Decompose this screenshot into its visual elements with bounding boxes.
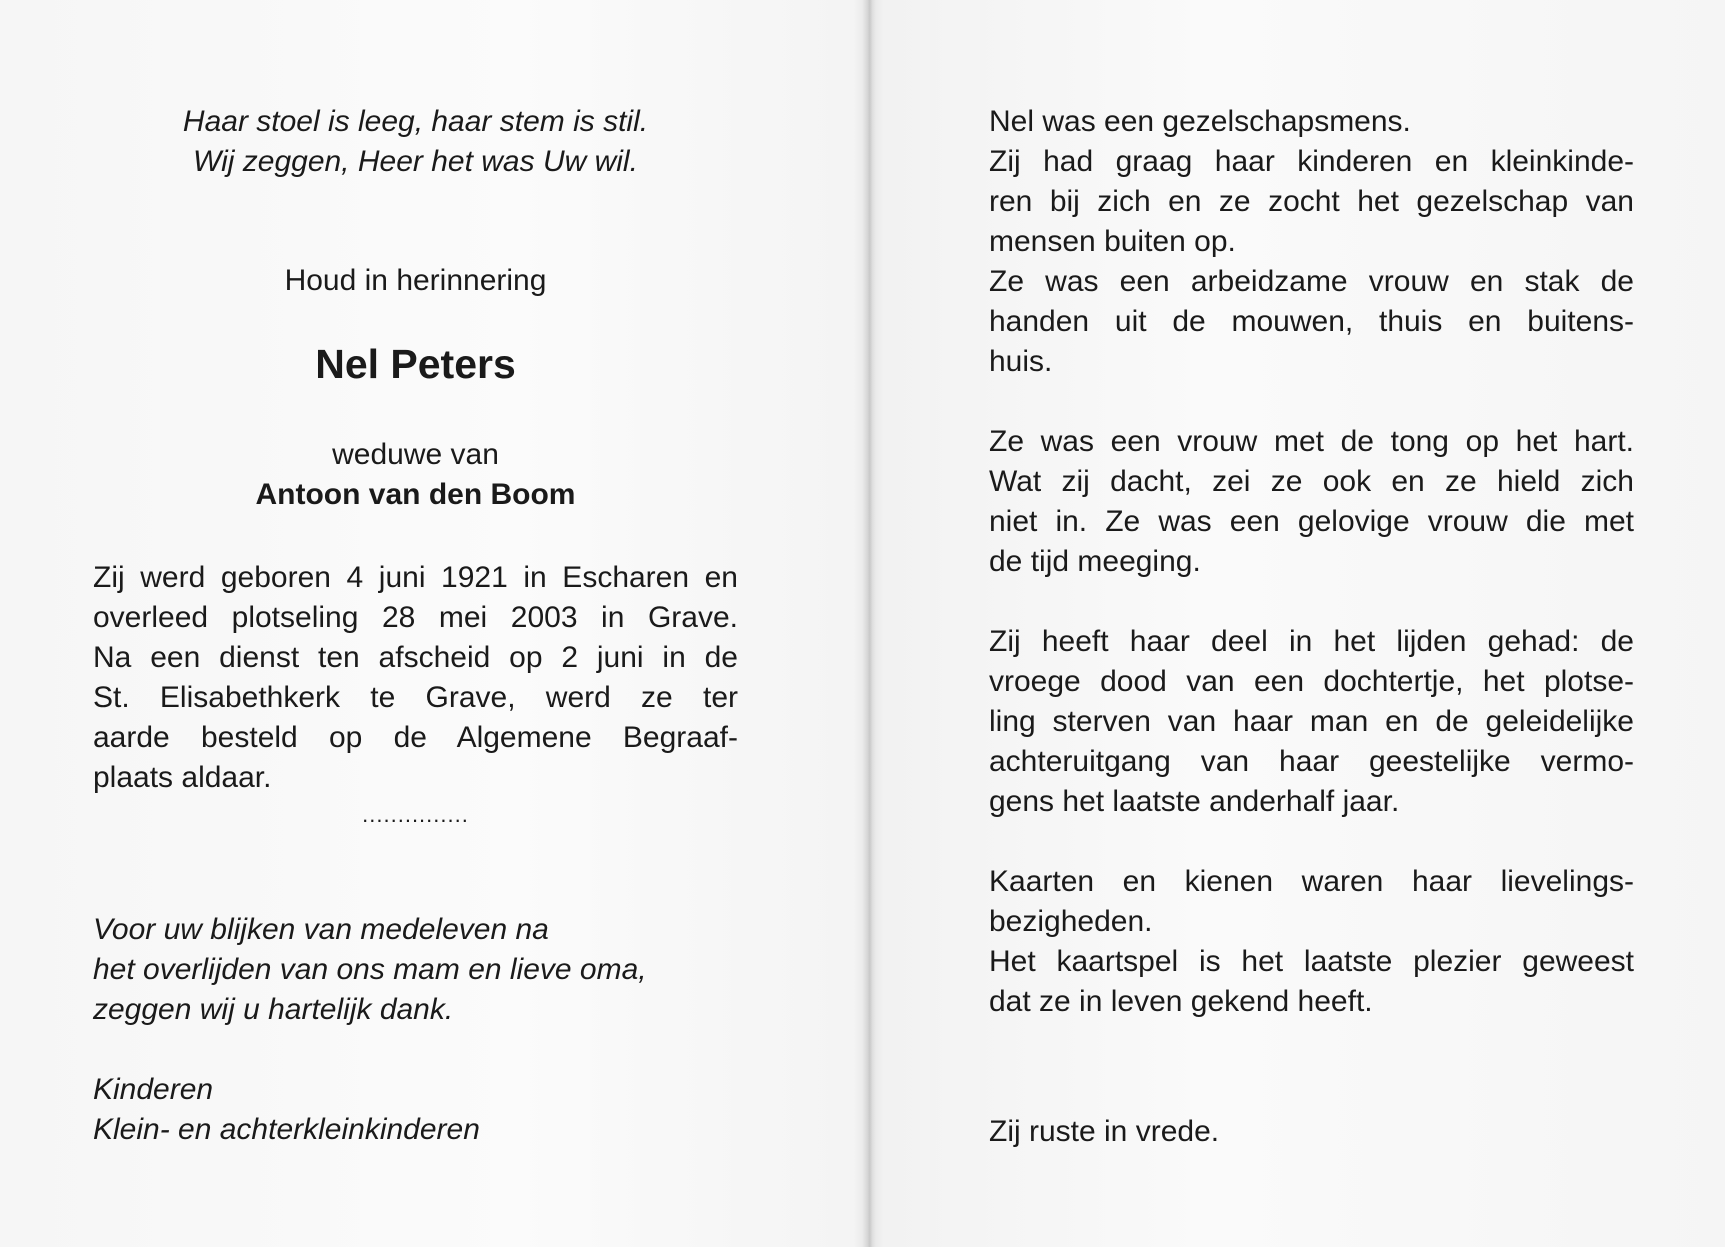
verse-line-2: Wij zeggen, Heer het was Uw wil. — [193, 145, 638, 178]
text-line: vroege dood van een dochtertje, het plotse- — [989, 665, 1634, 698]
spouse-name: Antoon van den Boom — [255, 478, 576, 511]
text-line: Ze was een arbeidzame vrouw en stak de — [989, 265, 1634, 298]
text-line: Ze was een vrouw met de tong op het hart. — [989, 425, 1634, 458]
thanks-message — [93, 910, 738, 1030]
thanks-line: het overlijden van ons mam en lieve oma, — [93, 953, 647, 986]
center-fold — [862, 0, 876, 1247]
bio-line: Na een dienst ten afscheid op 2 juni in de — [93, 641, 738, 674]
text-line: dat ze in leven gekend heeft. — [989, 985, 1373, 1018]
bio-line: overleed plotseling 28 mei 2003 in Grave. — [93, 601, 738, 634]
in-memory-heading: Houd in herinnering — [284, 264, 547, 297]
text-line: ling sterven van haar man en de geleidelijke — [989, 705, 1634, 738]
dotted-separator: ............... — [362, 802, 469, 827]
text-line: Kaarten en kienen waren haar lievelings- — [989, 865, 1634, 898]
closing-blessing: Zij ruste in vrede. — [989, 1115, 1220, 1148]
text-line: gens het laatste anderhalf jaar. — [989, 785, 1400, 818]
bio-line: St. Elisabethkerk te Grave, werd ze ter — [93, 681, 738, 714]
thanks-line: zeggen wij u hartelijk dank. — [93, 993, 454, 1026]
text-line: mensen buiten op. — [989, 225, 1236, 258]
paragraph-character — [989, 422, 1634, 582]
signature-line: Klein- en achterkleinkinderen — [93, 1113, 480, 1146]
paragraph-sociable — [989, 102, 1634, 382]
thanks-line: Voor uw blijken van medeleven na — [93, 913, 549, 946]
family-signature — [93, 1070, 738, 1150]
text-line: Zij heeft haar deel in het lijden gehad: de — [989, 625, 1634, 658]
biography-paragraph — [93, 558, 738, 798]
text-line: bezigheden. — [989, 905, 1153, 938]
text-line: de tijd meeging. — [989, 545, 1201, 578]
verse-line-1: Haar stoel is leeg, haar stem is stil. — [182, 105, 649, 138]
text-line: Nel was een gezelschapsmens. — [989, 105, 1411, 138]
text-line: niet in. Ze was een gelovige vrouw die met — [989, 505, 1634, 538]
bio-line: aarde besteld op de Algemene Begraaf- — [93, 721, 738, 754]
bio-line: plaats aldaar. — [93, 761, 272, 794]
widow-of-label: weduwe van — [332, 438, 499, 471]
text-line: ren bij zich en ze zocht het gezelschap van — [989, 185, 1634, 218]
paragraph-suffering — [989, 622, 1634, 822]
paragraph-hobbies — [989, 862, 1634, 1022]
text-line: Zij had graag haar kinderen en kleinkinde- — [989, 145, 1634, 178]
deceased-name: Nel Peters — [315, 341, 516, 387]
text-line: Wat zij dacht, zei ze ook en ze hield zich — [989, 465, 1634, 498]
text-line: achteruitgang van haar geestelijke vermo- — [989, 745, 1634, 778]
bio-line: Zij werd geboren 4 juni 1921 in Escharen en — [93, 561, 738, 594]
text-line: handen uit de mouwen, thuis en buitens- — [989, 305, 1634, 338]
text-line: Het kaartspel is het laatste plezier geweest — [989, 945, 1634, 978]
text-line: huis. — [989, 345, 1053, 378]
signature-line: Kinderen — [93, 1073, 214, 1106]
